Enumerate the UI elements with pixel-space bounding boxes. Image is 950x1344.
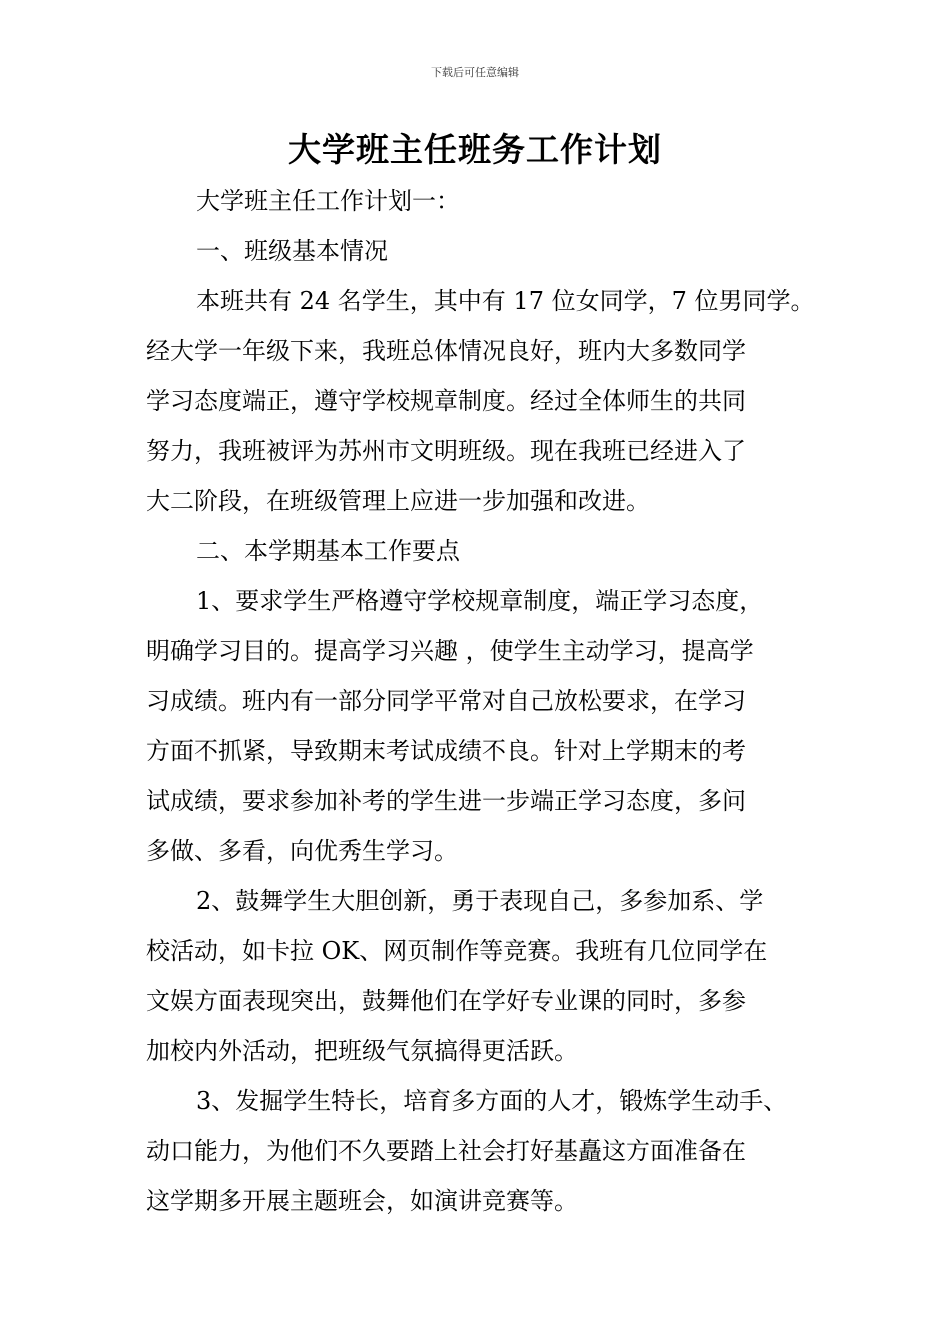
text-line: 动口能力，为他们不久要踏上社会打好基矗这方面准备在: [146, 1137, 746, 1165]
text-line: 二、本学期基本工作要点: [196, 537, 460, 565]
text-line: 方面不抓紧，导致期末考试成绩不良。针对上学期末的考: [146, 737, 746, 765]
text-line: 一、班级基本情况: [196, 237, 388, 265]
document-body: [146, 176, 821, 1226]
text-line: 大学班主任工作计划一：: [196, 187, 460, 215]
header-note: 下载后可任意编辑: [431, 66, 519, 79]
text-line: 试成绩，要求参加补考的学生进一步端正学习态度，多问: [146, 787, 746, 815]
text-line: 经大学一年级下来，我班总体情况良好，班内大多数同学: [146, 337, 746, 365]
text-line: 这学期多开展主题班会，如演讲竞赛等。: [146, 1187, 578, 1215]
text-line: 文娱方面表现突出，鼓舞他们在学好专业课的同时，多参: [146, 987, 746, 1015]
text-line: 习成绩。班内有一部分同学平常对自己放松要求，在学习: [146, 687, 746, 715]
text-line: 学习态度端正，遵守学校规章制度。经过全体师生的共同: [146, 387, 746, 415]
text-line: 大二阶段，在班级管理上应进一步加强和改进。: [146, 487, 650, 515]
text-line: 努力，我班被评为苏州市文明班级。现在我班已经进入了: [146, 437, 746, 465]
text-line: 加校内外活动，把班级气氛搞得更活跃。: [146, 1037, 578, 1065]
text-line: 多做、多看，向优秀生学习。: [146, 837, 458, 865]
text-line: 2、鼓舞学生大胆创新，勇于表现自己，多参加系、学: [196, 887, 764, 915]
text-line: 校活动，如卡拉 OK、网页制作等竞赛。我班有几位同学在: [146, 937, 768, 965]
document-title: 大学班主任班务工作计划: [288, 130, 662, 169]
text-line: 3、发掘学生特长，培育多方面的人才，锻炼学生动手、: [196, 1087, 788, 1115]
text-line: 本班共有 24 名学生，其中有 17 位女同学，7 位男同学。: [196, 287, 815, 315]
text-line: 1、要求学生严格遵守学校规章制度，端正学习态度，: [196, 587, 764, 615]
text-line: 明确学习目的。提高学习兴趣 ，使学生主动学习，提高学: [146, 637, 754, 665]
